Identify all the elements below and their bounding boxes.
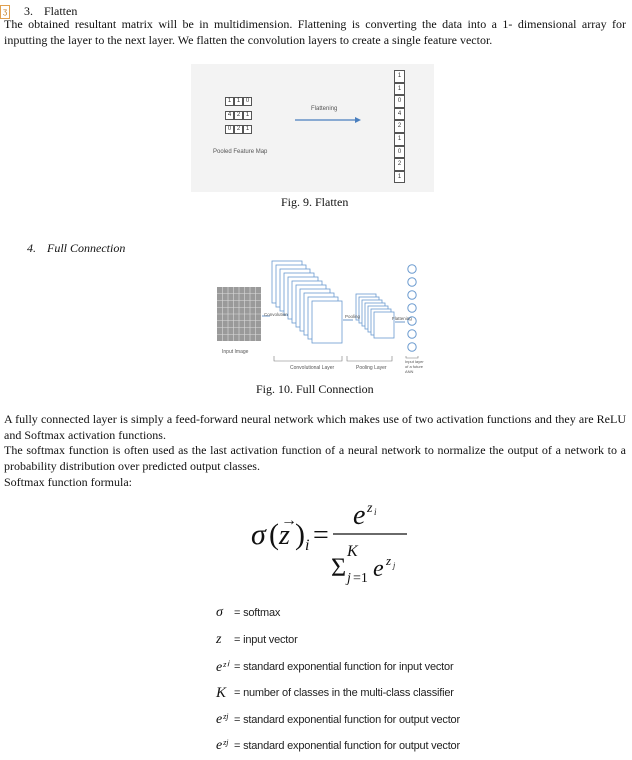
svg-text:i: i <box>374 507 377 517</box>
section-4-title: Full Connection <box>47 241 126 255</box>
figure-10-caption: Fig. 10. Full Connection <box>256 382 374 396</box>
flatten-arrow-icon <box>295 116 361 124</box>
legend-row <box>216 709 460 731</box>
svg-text:z: z <box>386 553 392 568</box>
svg-text:σ: σ <box>251 518 266 551</box>
svg-text:i: i <box>305 537 310 554</box>
legend-description: = standard exponential function for output vector <box>234 740 460 752</box>
matrix-cell: 1 <box>234 97 243 106</box>
svg-text:Σ: Σ <box>331 553 347 582</box>
legend-symbol: eᶻʲ <box>216 738 228 753</box>
svg-text:): ) <box>295 518 305 551</box>
svg-text:z: z <box>367 501 373 516</box>
matrix-cell: 1 <box>243 111 252 120</box>
vector-cell: 1 <box>394 70 405 83</box>
legend-description: = standard exponential function for input vector <box>234 661 454 673</box>
legend-symbol: eᶻⁱ <box>216 659 229 675</box>
svg-text:K: K <box>347 543 358 560</box>
formula-legend <box>216 602 516 758</box>
flattening-label: Flattening <box>392 316 412 321</box>
svg-text:(: ( <box>269 518 279 551</box>
svg-text:e: e <box>373 556 384 582</box>
matrix-cell: 0 <box>225 125 234 134</box>
convolution-label: Convolution <box>264 312 288 317</box>
svg-text:→: → <box>281 512 297 529</box>
matrix-cell: 1 <box>225 97 234 106</box>
vector-cell: 0 <box>394 146 405 159</box>
matrix-cell: 0 <box>243 97 252 106</box>
softmax-formula-label: Softmax function formula: <box>4 475 132 489</box>
ann-input-nodes <box>408 265 416 351</box>
matrix-cell: 2 <box>234 125 243 134</box>
matrix-cell: 4 <box>225 111 234 120</box>
section-3-number: 3. <box>24 4 33 18</box>
paragraph-fully-connected: A fully connected layer is simply a feed-forward neural network which makes use of two activation functions and they are ReLU and Softmax activation functions. <box>4 412 626 442</box>
section-4-heading <box>27 241 125 257</box>
comment-marker-icon: ʒ <box>0 5 10 19</box>
paragraph-softmax: The softmax function is often used as the last activation function of a neural network to normalize the output of a network to a probability distribution over predicted output classes. <box>4 443 626 473</box>
vector-cell: 4 <box>394 108 405 121</box>
vector-cell: 2 <box>394 120 405 133</box>
svg-text:z: z <box>279 520 290 551</box>
section-3-title: Flatten <box>44 4 78 18</box>
pooled-feature-map-grid <box>225 97 252 132</box>
input-image-grid <box>217 287 261 341</box>
legend-row <box>216 682 454 704</box>
svg-text:j: j <box>393 561 396 570</box>
vector-cell: 0 <box>394 95 405 108</box>
svg-text:e: e <box>353 500 366 531</box>
flattening-label: Flattening <box>311 106 338 112</box>
legend-description: = standard exponential function for output vector <box>234 714 460 726</box>
legend-description: = input vector <box>234 634 298 646</box>
figure-9-caption: Fig. 9. Flatten <box>281 195 349 209</box>
vector-cell: 1 <box>394 171 405 184</box>
input-image-label: Input Image <box>222 349 249 355</box>
vector-cell: 2 <box>394 158 405 171</box>
legend-symbol: eᶻʲ <box>216 712 228 727</box>
legend-row <box>216 629 298 651</box>
ann-input-layer-label: Input layer of a future ANN <box>405 359 424 374</box>
svg-text:=1: =1 <box>353 571 368 586</box>
legend-description: = softmax <box>234 607 281 619</box>
legend-symbol: K <box>216 684 227 701</box>
section-3-body: The obtained resultant matrix will be in multidimension. Flattening is converting the data into a 1- dimensional array for inputting the layer to the next layer. We flatten the convolution layers to create a single feature vector. <box>4 17 626 47</box>
legend-row <box>216 602 280 624</box>
figure-9-flatten <box>191 64 434 192</box>
convolutional-layer-label: Convolutional Layer <box>290 365 335 371</box>
legend-symbol: z⃗ <box>216 632 233 647</box>
legend-row <box>216 656 453 678</box>
pooling-label: Pooling <box>345 314 361 319</box>
feature-map-stack <box>272 261 342 343</box>
svg-text:j: j <box>347 571 351 586</box>
pooled-feature-map-label: Pooled Feature Map <box>213 149 268 155</box>
pooled-map-stack <box>356 294 394 338</box>
matrix-cell: 2 <box>234 111 243 120</box>
flattened-vector <box>394 70 405 184</box>
vector-cell: 1 <box>394 83 405 96</box>
softmax-formula <box>245 494 425 590</box>
figure-10-full-connection <box>212 258 426 380</box>
vector-cell: 1 <box>394 133 405 146</box>
section-4-number: 4. <box>27 241 36 255</box>
legend-symbol: σ <box>216 605 223 620</box>
legend-description: = number of classes in the multi-class classifier <box>234 687 454 699</box>
matrix-cell: 1 <box>243 125 252 134</box>
svg-text:=: = <box>313 520 329 551</box>
legend-row <box>216 735 460 757</box>
pooling-layer-label: Pooling Layer <box>356 365 387 371</box>
